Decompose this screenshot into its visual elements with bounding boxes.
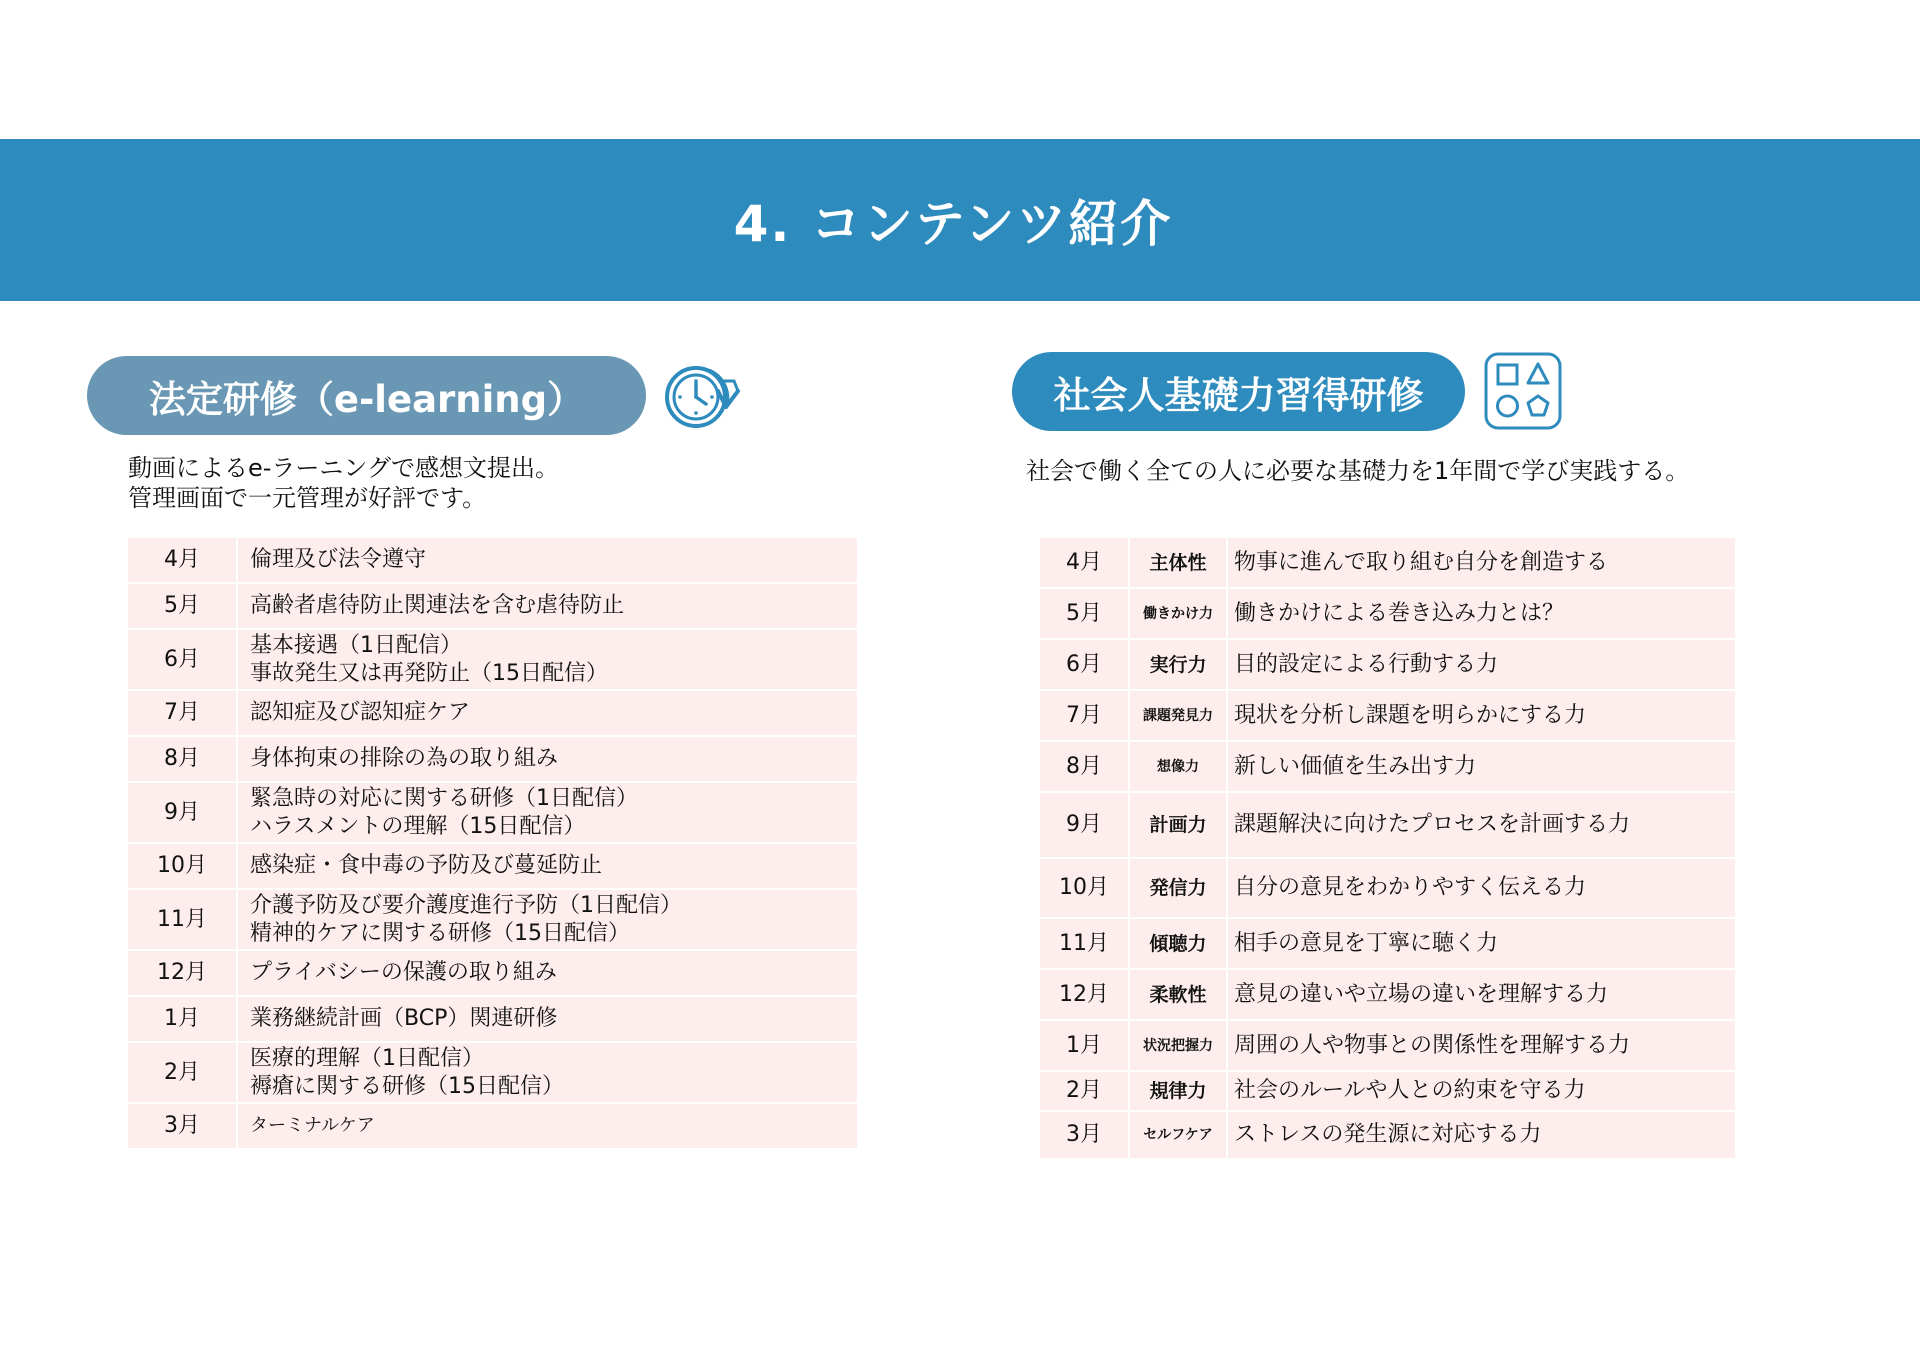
table-row (128, 691, 857, 737)
skill-cell: 発信力 (1130, 859, 1228, 919)
skill-cell: 主体性 (1130, 538, 1228, 589)
skill-cell: 規律力 (1130, 1072, 1228, 1112)
description-line: 動画によるe-ラーニングで感想文提出。 (128, 454, 559, 482)
topic-cell: ストレスの発生源に対応する力 (1228, 1112, 1735, 1160)
skill-cell: 計画力 (1130, 793, 1228, 859)
skill-cell: 柔軟性 (1130, 970, 1228, 1021)
topic-cell: 認知症及び認知症ケア (238, 691, 857, 737)
topic-cell: 身体拘束の排除の為の取り組み (238, 737, 857, 783)
month-cell: 4月 (1040, 538, 1130, 589)
month-cell: 10月 (128, 844, 238, 890)
clock-refresh-icon (664, 361, 752, 433)
table-row (128, 997, 857, 1043)
month-cell: 9月 (128, 783, 238, 844)
legal-training-heading: 法定研修（e-learning） (87, 356, 646, 435)
month-cell: 12月 (128, 951, 238, 997)
topic-cell: 社会のルールや人との約束を守る力 (1228, 1072, 1735, 1112)
month-cell: 2月 (128, 1043, 238, 1104)
skill-cell: 状況把握力 (1130, 1021, 1228, 1072)
month-cell: 7月 (1040, 691, 1130, 742)
table-row (1040, 1112, 1735, 1160)
topic-cell: 意見の違いや立場の違いを理解する力 (1228, 970, 1735, 1021)
topic-cell: 業務継続計画（BCP）関連研修 (238, 997, 857, 1043)
topic-cell: 高齢者虐待防止関連法を含む虐待防止 (238, 584, 857, 630)
topic-cell: 自分の意見をわかりやすく伝える力 (1228, 859, 1735, 919)
month-cell: 5月 (128, 584, 238, 630)
table-row (1040, 640, 1735, 691)
table-row (128, 538, 857, 584)
topic-cell: 目的設定による行動する力 (1228, 640, 1735, 691)
month-cell: 11月 (1040, 919, 1130, 970)
table-row (1040, 691, 1735, 742)
header-banner (0, 139, 1920, 301)
skill-cell: セルフケア (1130, 1112, 1228, 1160)
skill-cell: 実行力 (1130, 640, 1228, 691)
table-row (1040, 589, 1735, 640)
topic-cell: 感染症・食中毒の予防及び蔓延防止 (238, 844, 857, 890)
topic-cell: 基本接遇（1日配信） 事故発生又は再発防止（15日配信） (238, 630, 857, 691)
topic-cell: プライバシーの保護の取り組み (238, 951, 857, 997)
month-cell: 5月 (1040, 589, 1130, 640)
table-row (1040, 970, 1735, 1021)
table-row (1040, 1021, 1735, 1072)
month-cell: 12月 (1040, 970, 1130, 1021)
table-row (1040, 793, 1735, 859)
table-row (1040, 859, 1735, 919)
topic-cell: 医療的理解（1日配信） 褥瘡に関する研修（15日配信） (238, 1043, 857, 1104)
legal-training-schedule (128, 538, 857, 1150)
table-row (128, 737, 857, 783)
month-cell: 10月 (1040, 859, 1130, 919)
month-cell: 8月 (128, 737, 238, 783)
month-cell: 3月 (128, 1104, 238, 1150)
month-cell: 1月 (1040, 1021, 1130, 1072)
table-row (1040, 538, 1735, 589)
description-line: 管理画面で一元管理が好評です。 (128, 484, 487, 512)
shapes-icon (1484, 352, 1562, 430)
month-cell: 1月 (128, 997, 238, 1043)
legal-training-description (128, 453, 559, 513)
month-cell: 4月 (128, 538, 238, 584)
topic-cell: 物事に進んで取り組む自分を創造する (1228, 538, 1735, 589)
topic-cell: 働きかけによる巻き込み力とは？ (1228, 589, 1735, 640)
topic-cell: 介護予防及び要介護度進行予防（1日配信） 精神的ケアに関する研修（15日配信） (238, 890, 857, 951)
table-row (1040, 919, 1735, 970)
topic-cell: 周囲の人や物事との関係性を理解する力 (1228, 1021, 1735, 1072)
topic-cell: 課題解決に向けたプロセスを計画する力 (1228, 793, 1735, 859)
month-cell: 7月 (128, 691, 238, 737)
month-cell: 8月 (1040, 742, 1130, 793)
table-row (128, 1043, 857, 1104)
skill-cell: 課題発見力 (1130, 691, 1228, 742)
topic-cell: 新しい価値を生み出す力 (1228, 742, 1735, 793)
basic-skills-heading: 社会人基礎力習得研修 (1012, 352, 1465, 431)
topic-cell: 相手の意見を丁寧に聴く力 (1228, 919, 1735, 970)
month-cell: 3月 (1040, 1112, 1130, 1160)
month-cell: 6月 (1040, 640, 1130, 691)
table-row (128, 630, 857, 691)
topic-cell: 倫理及び法令遵守 (238, 538, 857, 584)
basic-skills-description: 社会で働く全ての人に必要な基礎力を1年間で学び実践する。 (1026, 457, 1690, 485)
skill-cell: 想像力 (1130, 742, 1228, 793)
basic-skills-schedule (1040, 538, 1735, 1160)
skill-cell: 傾聴力 (1130, 919, 1228, 970)
table-row (1040, 1072, 1735, 1112)
table-row (128, 1104, 857, 1150)
table-row (128, 951, 857, 997)
table-row (128, 890, 857, 951)
topic-cell: 現状を分析し課題を明らかにする力 (1228, 691, 1735, 742)
month-cell: 11月 (128, 890, 238, 951)
skill-cell: 働きかけ力 (1130, 589, 1228, 640)
month-cell: 9月 (1040, 793, 1130, 859)
table-row (128, 584, 857, 630)
topic-cell: ターミナルケア (238, 1104, 857, 1150)
table-row (128, 783, 857, 844)
month-cell: 2月 (1040, 1072, 1130, 1112)
topic-cell: 緊急時の対応に関する研修（1日配信） ハラスメントの理解（15日配信） (238, 783, 857, 844)
table-row (128, 844, 857, 890)
month-cell: 6月 (128, 630, 238, 691)
page-title: 4. コンテンツ紹介 (733, 195, 1173, 253)
table-row (1040, 742, 1735, 793)
